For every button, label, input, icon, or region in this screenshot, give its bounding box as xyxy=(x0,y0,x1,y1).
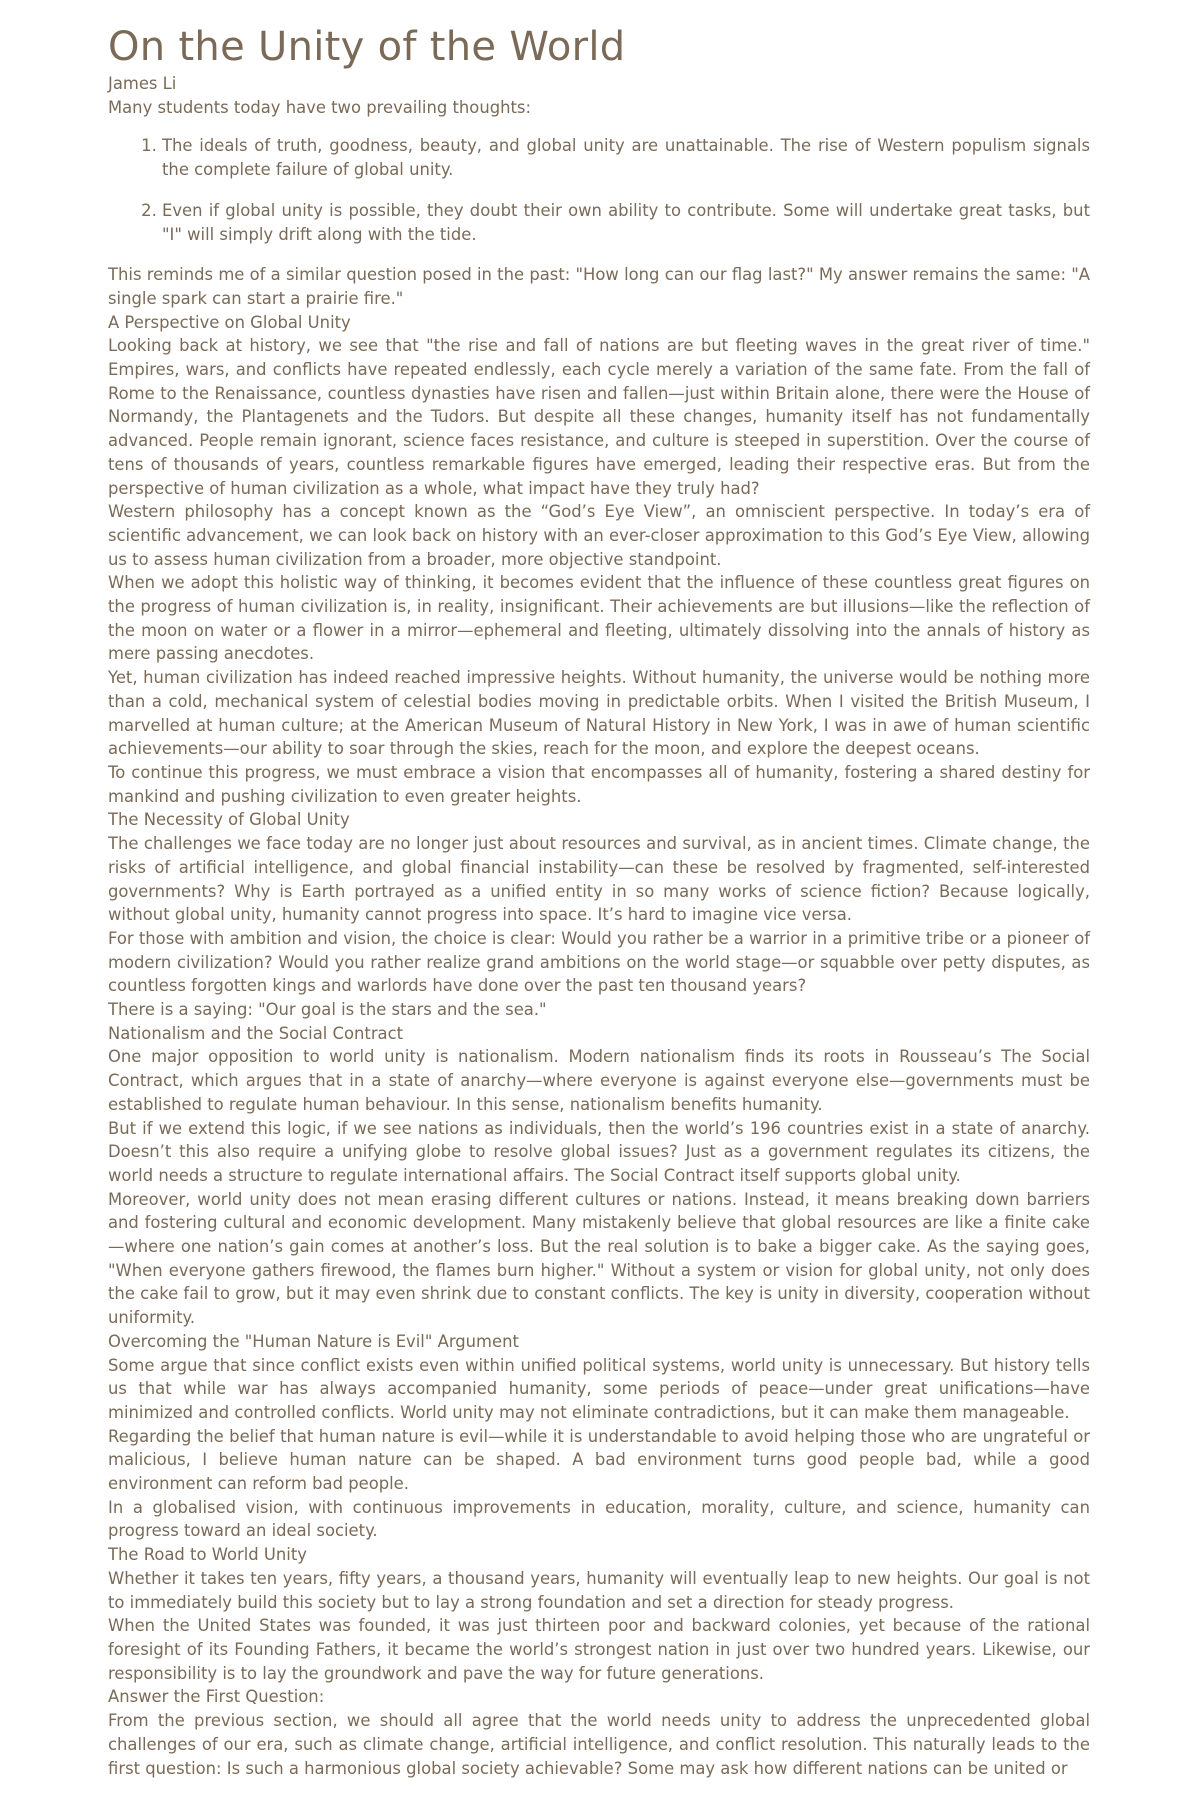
document-title: On the Unity of the World xyxy=(108,24,626,70)
paragraph-belief: Regarding the belief that human nature is evil—while it is understandable to avoid helping those who are ungrateful or malicious, I believe human nature can be shaped. A bad environment turns good people bad, while a good environment can reform bad people. xyxy=(108,1426,1090,1494)
section-heading-answer: Answer the First Question: xyxy=(108,1687,325,1707)
paragraph-challenges: The challenges we face today are no longer just about resources and survival, as in ancient times. Climate change, the risks of artificial intelligence, and global financial instability—can these be resolved by fragmented, self-interested governments? Why is Earth portrayed as a unified entity in so many works of science fiction? Because logically, without global unity, humanity cannot progress into space. It’s hard to imagine vice versa. xyxy=(108,834,1090,925)
paragraph-founded: When the United States was founded, it was just thirteen poor and backward colonies, yet because of the rational foresight of its Founding Fathers, it became the world’s strongest nation in just over two hundred years. Likewise, our responsibility is to lay the groundwork and pave the way for future generations. xyxy=(108,1616,1090,1683)
paragraph-continue: To continue this progress, we must embrace a vision that encompasses all of humanity, fostering a shared destiny for mankind and pushing civilization to even greater heights. xyxy=(108,762,1090,806)
paragraph-extend: But if we extend this logic, if we see nations as individuals, then the world’s 196 countries exist in a state of anarchy. Doesn’t this also require a unifying globe to resolve global issues? Just as a government regulates its citizens, the world needs a structure to regulate international affairs. The Social Contract itself supports global unity. xyxy=(108,1118,1090,1185)
paragraph-gods-eye: Western philosophy has a concept known as the “God’s Eye View”, an omniscient perspective. In today’s era of scientific advancement, we can look back on history with an ever-closer approximation to this God’s Eye View, allowing us to assess human civilization from a broader, more objective standpoint. xyxy=(108,502,1090,569)
paragraph-moreover: Moreover, world unity does not mean erasing different cultures or nations. Instead, it means breaking down barriers and fostering cultural and economic development. Many mistakenly believe that global resources are like a finite cake—where one nation’s gain comes at another’s loss. But the real solution is to bake a bigger cake. As the saying goes, "When everyone gathers firewood, the flames burn higher." Without a system or vision for global unity, not only does the cake fail to grow, but it may even shrink due to constant conflicts. The key is unity in diversity, cooperation without uniformity. xyxy=(108,1189,1090,1328)
paragraph-history: Looking back at history, we see that "the rise and fall of nations are but fleeting waves in the great river of time." Empires, wars, and conflicts have repeated endlessly, each cycle merely a variation of the same fate. From the fall of Rome to the Renaissance, countless dynasties have risen and fallen—just within Britain alone, there were the House of Normandy, the Plantagenets and the Tudors. But despite all these changes, humanity itself has not fundamentally advanced. People remain ignorant, science faces resistance, and culture is steeped in superstition. Over the course of tens of thousands of years, countless remarkable figures have emerged, leading their respective eras. But from the perspective of human civilization as a whole, what impact have they truly had? xyxy=(108,336,1090,498)
list-item: 2. Even if global unity is possible, they doubt their own ability to contribute. Some will undertake great tasks, but "I" will simply drift along with the tide. xyxy=(162,199,1090,246)
paragraph-conflict: Some argue that since conflict exists even within unified political systems, world unity is unnecessary. But history tells us that while war has always accompanied humanity, some periods of peace—under great unifications—have minimized and controlled conflicts. World unity may not eliminate contradictions, but it can make them manageable. xyxy=(108,1355,1090,1422)
paragraph-opposition: One major opposition to world unity is nationalism. Modern nationalism finds its roots in Rousseau’s The Social Contract, which argues that in a state of anarchy—where everyone is against everyone else—governments must be established to regulate human behaviour. In this sense, nationalism benefits humanity. xyxy=(108,1047,1090,1114)
paragraph-holistic: When we adopt this holistic way of thinking, it becomes evident that the influence of these countless great figures on the progress of human civilization is, in reality, insignificant. Their achievements are but illusions—like the reflection of the moon on water or a flower in a mirror—ephemeral and fleeting, ultimately dissolving into the annals of history as mere passing anecdotes. xyxy=(108,573,1090,664)
section-heading-human-nature: Overcoming the "Human Nature is Evil" Argument xyxy=(108,1331,519,1351)
author-name: James Li xyxy=(108,74,177,93)
paragraph-heights: Yet, human civilization has indeed reached impressive heights. Without humanity, the universe would be nothing more than a cold, mechanical system of celestial bodies moving in predictable orbits. When I visited the British Museum, I marvelled at human culture; at the American Museum of Natural History in New York, I was in awe of human scientific achievements—our ability to soar through the skies, reach for the moon, and explore the deepest oceans. xyxy=(108,668,1090,759)
section-heading-road: The Road to World Unity xyxy=(108,1545,307,1565)
paragraph-ambition: For those with ambition and vision, the choice is clear: Would you rather be a warrior in a primitive tribe or a pioneer of modern civilization? Would you rather realize grand ambitions on the world stage—or squabble over petty disputes, as countless forgotten kings and warlords have done over the past ten thousand years? xyxy=(108,928,1090,996)
section-heading-nationalism: Nationalism and the Social Contract xyxy=(108,1023,404,1043)
numbered-list xyxy=(108,134,1090,246)
list-item: 1. The ideals of truth, goodness, beauty, and global unity are unattainable. The rise of Western populism signals the complete failure of global unity. xyxy=(162,134,1090,181)
paragraph-globalised: In a globalised vision, with continuous improvements in education, morality, culture, and science, humanity can progress toward an ideal society. xyxy=(108,1497,1090,1541)
section-heading-perspective: A Perspective on Global Unity xyxy=(108,312,351,332)
paragraph-saying: There is a saying: "Our goal is the stars and the sea." xyxy=(108,1000,547,1020)
paragraph-previous: From the previous section, we should all agree that the world needs unity to address the unprecedented global challenges of our era, such as climate change, artificial intelligence, and conflict resolution. This naturally leads to the first question: Is such a harmonious global society achievable? Some may ask how different nations can be united or xyxy=(108,1711,1090,1778)
paragraph-reminds: This reminds me of a similar question posed in the past: "How long can our flag last?" My answer remains the same: "A single spark can start a prairie fire." xyxy=(108,265,1090,308)
section-heading-necessity: The Necessity of Global Unity xyxy=(108,810,350,830)
intro-text: Many students today have two prevailing thoughts: xyxy=(108,97,531,117)
paragraph-whether: Whether it takes ten years, fifty years, a thousand years, humanity will eventually leap to new heights. Our goal is not to immediately build this society but to lay a strong foundation and set a direction for steady progress. xyxy=(108,1568,1090,1612)
